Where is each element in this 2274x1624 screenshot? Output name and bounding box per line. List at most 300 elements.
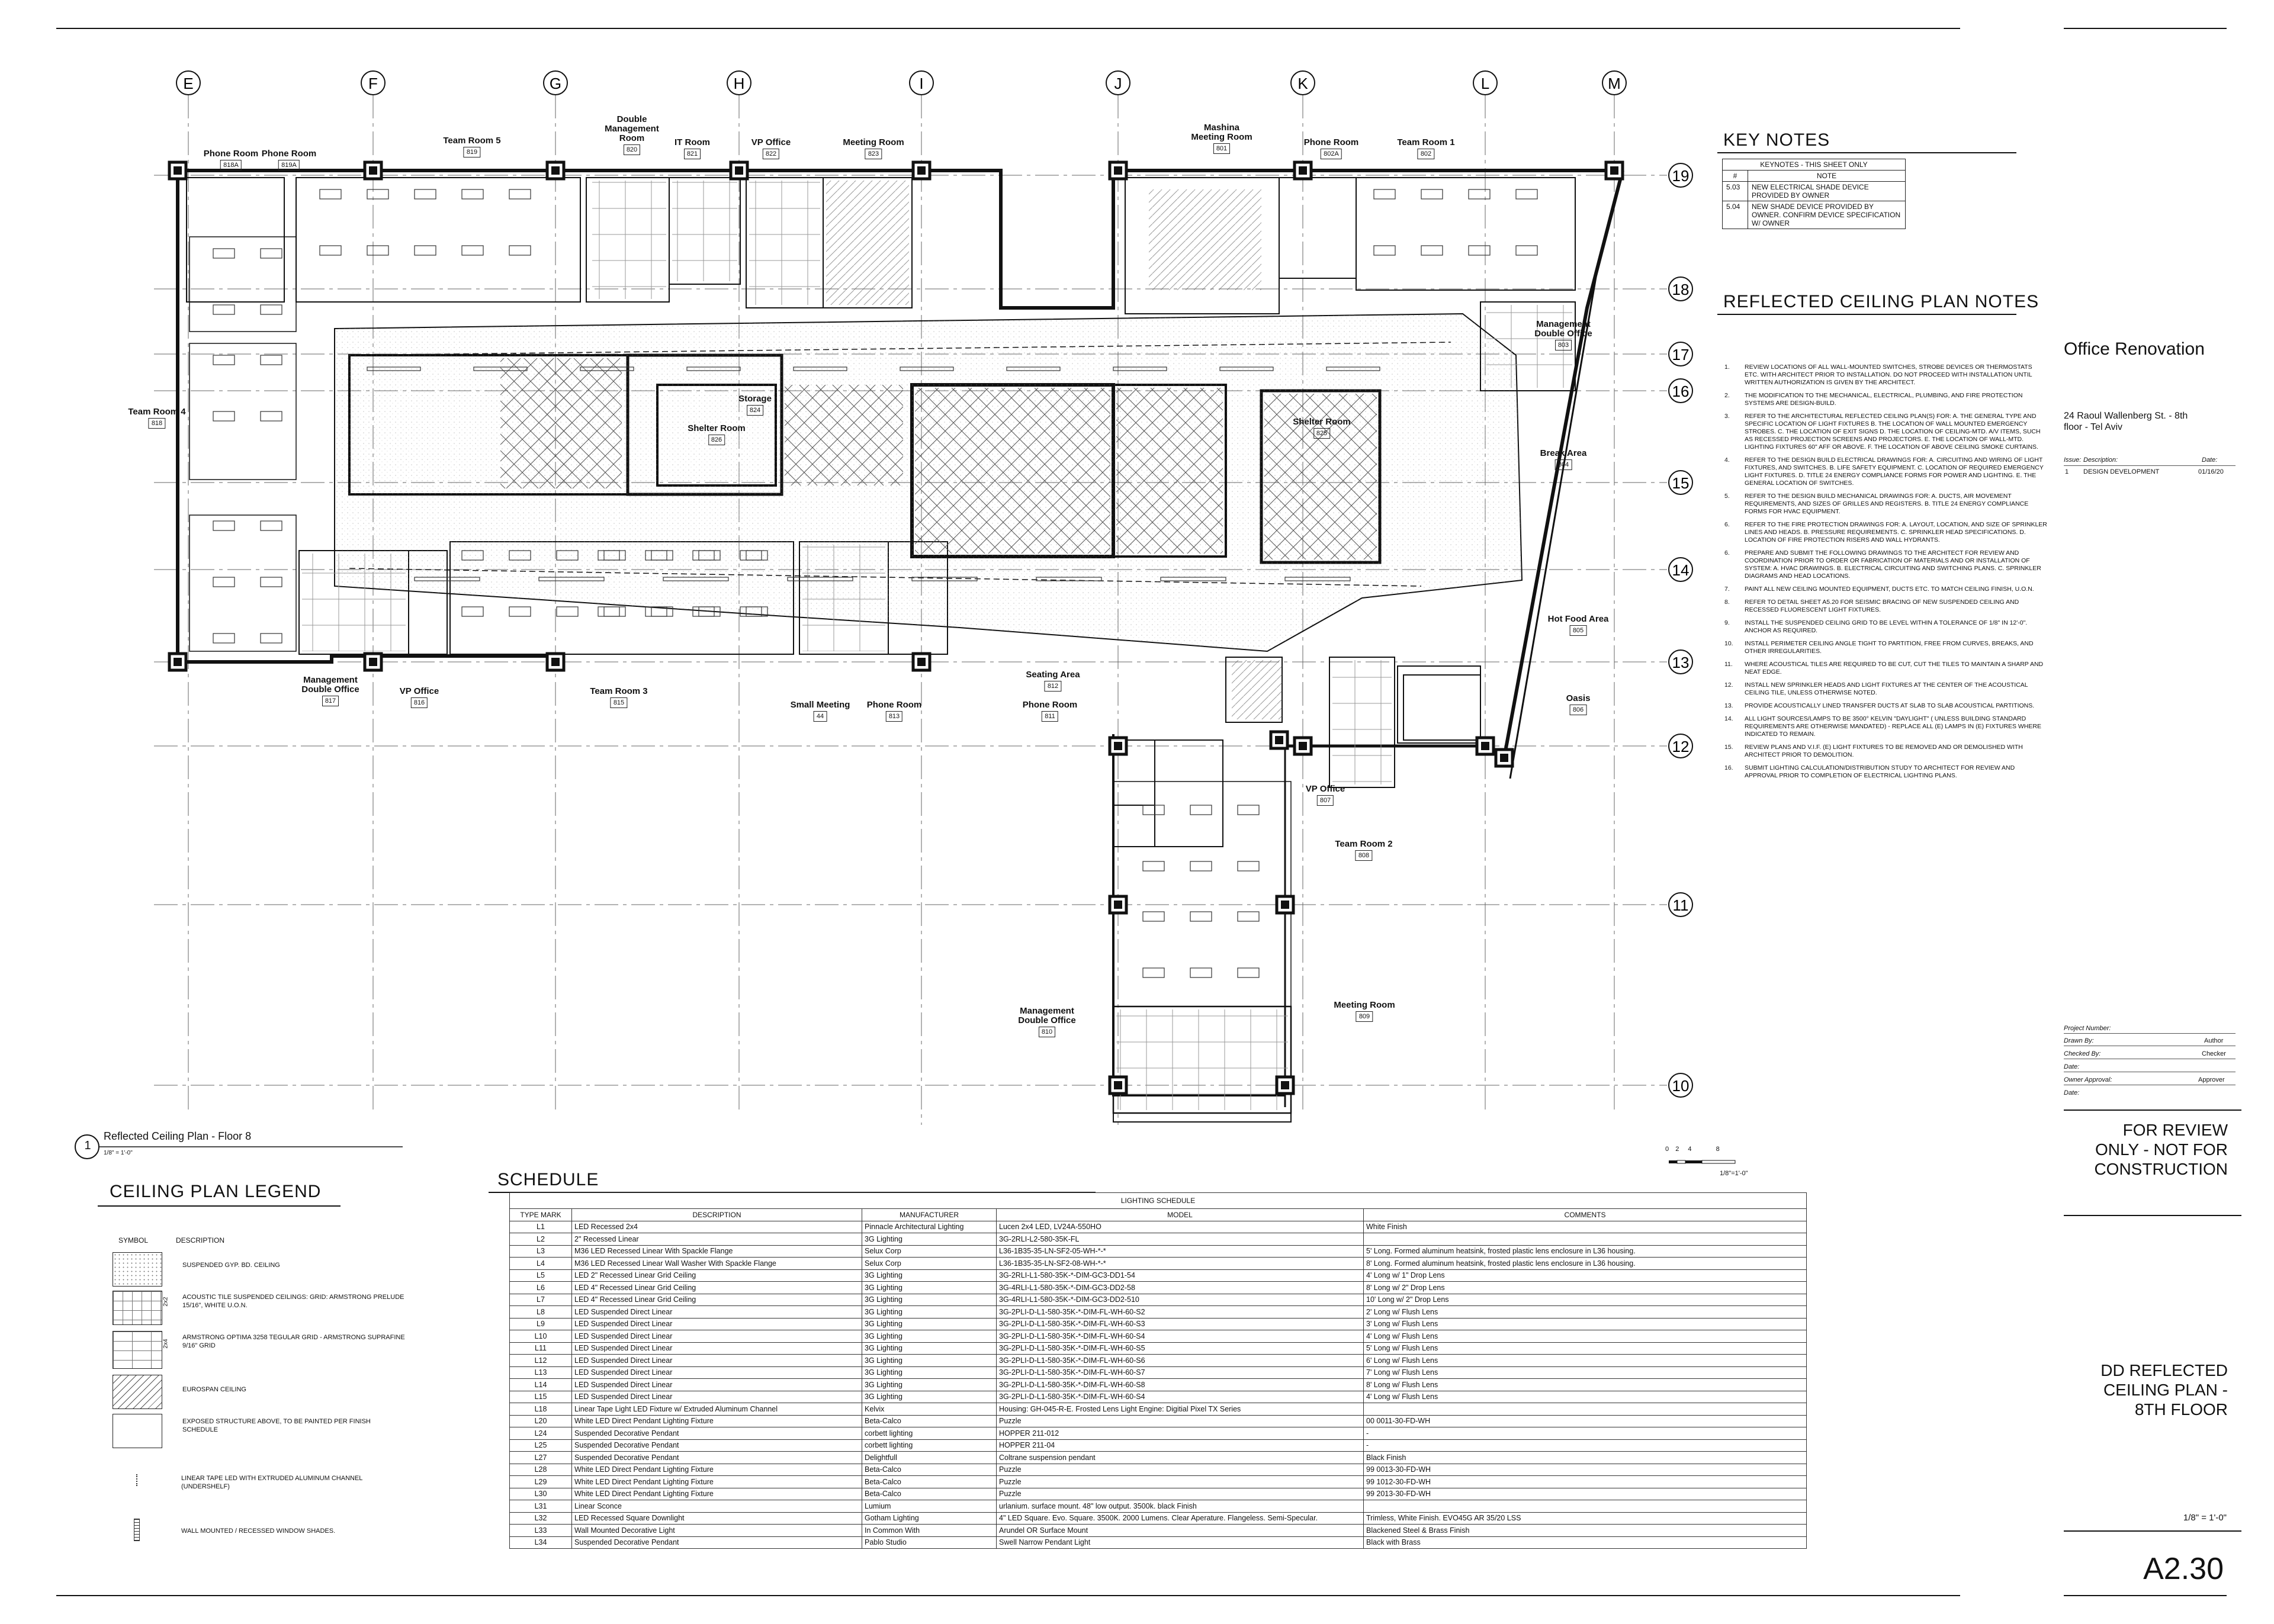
keynotes-col-num: #	[1723, 171, 1748, 182]
room-number: 802	[1418, 149, 1434, 159]
schedule-cell: 3G-2PLI-D-L1-580-35K-*-DIM-FL-WH-60-S6	[997, 1355, 1364, 1367]
light-fixture	[261, 305, 282, 314]
light-fixture	[261, 633, 282, 643]
rcp-note-number: 4.	[1724, 456, 1730, 464]
schedule-row	[510, 1525, 1807, 1537]
schedule-cell: Linear Tape Light LED Fixture w/ Extruded Aluminum Channel	[572, 1403, 862, 1416]
structural-column-core	[1281, 901, 1289, 909]
schedule-cell: 3' Long w/ Flush Lens	[1364, 1318, 1807, 1330]
schedule-cell: 3G Lighting	[862, 1379, 997, 1391]
schedule-cell: 4' Long w/ Flush Lens	[1364, 1330, 1807, 1343]
room-name: Break Area	[1540, 448, 1587, 458]
schedule-row	[510, 1342, 1807, 1355]
legend-heading: CEILING PLAN LEGEND	[110, 1182, 322, 1201]
rcp-note-text: REFER TO THE FIRE PROTECTION DRAWINGS FOR: A. LAYOUT, LOCATION, AND SIZE OF SPRINKLER LINES AND HEADS. B. PRESSURE REQUIREMENTS. C. SPRINKLER HEAD SPECIFICATIONS. D. LOCATION OF FIRE PROTECTION RISERS AND WALL HYDRANTS.	[1745, 521, 2047, 544]
schedule-row	[510, 1500, 1807, 1513]
room-number: 804	[1555, 459, 1572, 470]
schedule-row	[510, 1464, 1807, 1476]
issue-number: 1	[2065, 468, 2069, 475]
rcp-note-number: 7.	[1724, 586, 1730, 593]
scale-bar-label: 1/8"=1'-0"	[1720, 1170, 1748, 1177]
schedule-row	[510, 1512, 1807, 1525]
legend-dim-2x4: 2x4	[162, 1339, 169, 1349]
structural-column-core	[174, 658, 182, 666]
schedule-cell: M36 LED Recessed Linear With Spackle Flange	[572, 1245, 862, 1258]
room-label	[843, 138, 904, 159]
light-fixture	[1190, 805, 1212, 815]
rcp-note-number: 10.	[1724, 640, 1733, 647]
legend-text: EXPOSED STRUCTURE ABOVE, TO BE PAINTED PER FINISH SCHEDULE	[182, 1418, 371, 1433]
schedule-cell: LED 2" Recessed Linear Grid Ceiling	[572, 1269, 862, 1282]
room-name: Management Double Office	[1018, 1006, 1076, 1025]
keynote-text: NEW ELECTRICAL SHADE DEVICE PROVIDED BY OWNER	[1748, 182, 1906, 201]
schedule-row	[510, 1391, 1807, 1403]
schedule-cell: 99 0013-30-FD-WH	[1364, 1464, 1807, 1476]
rcp-note	[1724, 744, 2047, 759]
rcp-note	[1724, 640, 2047, 655]
legend-item	[113, 1291, 407, 1325]
schedule-cell: 2" Recessed Linear	[572, 1233, 862, 1246]
grid-bubble-label: E	[183, 75, 194, 92]
room-label	[1540, 449, 1587, 470]
room-label	[1026, 670, 1080, 692]
rcp-note	[1724, 521, 2047, 544]
schedule-cell: L25	[510, 1439, 572, 1452]
rcp-note	[1724, 681, 2047, 697]
schedule-cell: White LED Direct Pendant Lighting Fixture	[572, 1488, 862, 1500]
schedule-cell	[1364, 1233, 1807, 1246]
schedule-cell: 3G Lighting	[862, 1306, 997, 1319]
schedule-cell: 7' Long w/ Flush Lens	[1364, 1366, 1807, 1379]
room-name: Team Room 3	[590, 686, 648, 696]
schedule-cell: HOPPER 211-04	[997, 1439, 1364, 1452]
rcp-note-number: 3.	[1724, 413, 1730, 420]
schedule-row	[510, 1318, 1807, 1330]
room-label	[443, 136, 500, 157]
schedule-cell: L5	[510, 1269, 572, 1282]
light-fixture	[1374, 189, 1395, 199]
room-label	[1397, 138, 1454, 159]
light-fixture	[598, 607, 619, 616]
schedule-cell: 3G Lighting	[862, 1391, 997, 1403]
light-fixture	[1238, 912, 1259, 921]
schedule-cell: L13	[510, 1366, 572, 1379]
room-number: 807	[1317, 795, 1334, 806]
light-fixture	[367, 246, 388, 255]
schedule-cell: Suspended Decorative Pendant	[572, 1439, 862, 1452]
keynote-row	[1723, 201, 1906, 229]
schedule-row	[510, 1427, 1807, 1440]
grid-bubble-label: 10	[1672, 1077, 1690, 1095]
light-fixture	[1516, 189, 1537, 199]
room-number: 816	[411, 697, 428, 708]
schedule-cell	[1364, 1403, 1807, 1416]
room-label	[1023, 700, 1078, 722]
rcp-note-number: 11.	[1724, 661, 1733, 668]
schedule-cell: L31	[510, 1500, 572, 1513]
room-number: 810	[1039, 1027, 1055, 1037]
schedule-cell: LED Suspended Direct Linear	[572, 1355, 862, 1367]
light-fixture	[1238, 861, 1259, 871]
schedule-cell: 3G-2PLI-D-L1-580-35K-*-DIM-FL-WH-60-S4	[997, 1330, 1364, 1343]
plan-title: Reflected Ceiling Plan - Floor 8	[104, 1130, 252, 1142]
schedule-cell: Puzzle	[997, 1415, 1364, 1427]
drawn-by-label: Drawn By:	[2064, 1037, 2094, 1044]
schedule-cell: Black with Brass	[1364, 1536, 1807, 1549]
project-number-label: Project Number:	[2064, 1025, 2111, 1032]
room-number: 803	[1555, 340, 1572, 350]
room-number: 819A	[278, 160, 300, 171]
light-fixture	[462, 189, 483, 199]
scale-tick: 8	[1716, 1146, 1720, 1153]
schedule-cell: LED Suspended Direct Linear	[572, 1306, 862, 1319]
schedule-cell: 3G Lighting	[862, 1366, 997, 1379]
room-label	[791, 700, 850, 722]
schedule-row	[510, 1221, 1807, 1233]
light-fixture	[1421, 246, 1443, 255]
schedule-cell: LED Recessed Square Downlight	[572, 1512, 862, 1525]
structural-column-core	[1114, 1081, 1122, 1089]
schedule-heading: SCHEDULE	[497, 1170, 599, 1189]
light-fixture	[415, 246, 436, 255]
legend-item	[113, 1519, 406, 1540]
grid-bubble-label: 13	[1672, 654, 1690, 671]
scale-tick: 0	[1665, 1146, 1669, 1153]
grid-bubble-label: 17	[1672, 346, 1690, 364]
schedule-cell: Selux Corp	[862, 1258, 997, 1270]
legend-symbol-gyp	[113, 1252, 162, 1287]
schedule-row	[510, 1355, 1807, 1367]
schedule-cell: L34	[510, 1536, 572, 1549]
schedule-cell: LED Suspended Direct Linear	[572, 1379, 862, 1391]
room-name: Hot Food Area	[1547, 614, 1609, 624]
room-name: Seating Area	[1026, 670, 1080, 680]
schedule-cell: 3G Lighting	[862, 1233, 997, 1246]
schedule-cell: 10' Long w/ 2" Drop Lens	[1364, 1294, 1807, 1306]
legend-col-description: DESCRIPTION	[176, 1236, 225, 1244]
legend-symbol-exposed	[113, 1414, 162, 1448]
room-number: 824	[747, 405, 763, 416]
schedule-cell: L32	[510, 1512, 572, 1525]
room-number: 809	[1356, 1011, 1373, 1022]
structural-column-core	[1281, 1081, 1289, 1089]
schedule-cell: L11	[510, 1342, 572, 1355]
schedule-cell: corbett lighting	[862, 1427, 997, 1440]
schedule-cell: Trimless, White Finish. EVO45G AR 35/20 LSS	[1364, 1512, 1807, 1525]
schedule-cell: HOPPER 211-012	[997, 1427, 1364, 1440]
room-number: 808	[1356, 850, 1372, 861]
room-name: Mashina Meeting Room	[1191, 123, 1252, 142]
room-name: Double Management Room	[605, 114, 659, 143]
schedule-cell: Pablo Studio	[862, 1536, 997, 1549]
schedule-cell: LED Suspended Direct Linear	[572, 1342, 862, 1355]
schedule-cell: 8' Long. Formed aluminum heatsink, frosted plastic lens enclosure in L36 housing.	[1364, 1258, 1807, 1270]
grid-bubble-label: G	[549, 75, 562, 92]
keynotes-table-title: KEYNOTES - THIS SHEET ONLY	[1723, 159, 1906, 171]
rcp-note-text: PAINT ALL NEW CEILING MOUNTED EQUIPMENT, DUCTS ETC. TO MATCH CEILING FINISH, U.O.N.	[1745, 586, 2034, 593]
sheet-number: A2.30	[2143, 1552, 2224, 1586]
legend-col-symbol: SYMBOL	[118, 1236, 149, 1244]
schedule-cell: L6	[510, 1282, 572, 1294]
room-name: VP Office	[399, 686, 439, 696]
room-name: Phone Room	[203, 149, 259, 159]
room-label	[675, 138, 710, 159]
room-label	[262, 149, 317, 171]
structural-column-core	[369, 166, 377, 175]
room-name: Team Room 1	[1397, 137, 1455, 147]
room-label	[1011, 1006, 1083, 1037]
schedule-cell: corbett lighting	[862, 1439, 997, 1452]
schedule-cell: urlanium. surface mount. 48" low output. 3500k. black Finish	[997, 1500, 1364, 1513]
room-label	[1186, 123, 1257, 154]
grid-bubble-label: 18	[1672, 281, 1690, 298]
schedule-cell: 3G Lighting	[862, 1269, 997, 1282]
room-label	[1334, 1001, 1395, 1022]
schedule-cell: L2	[510, 1233, 572, 1246]
room-name: Oasis	[1566, 693, 1591, 703]
light-fixture	[1238, 805, 1259, 815]
schedule-cell: White Finish	[1364, 1221, 1807, 1233]
schedule-cell: Puzzle	[997, 1476, 1364, 1488]
schedule-cell: 3G-2PLI-D-L1-580-35K-*-DIM-FL-WH-60-S7	[997, 1366, 1364, 1379]
schedule-cell: 3G-2PLI-D-L1-580-35K-*-DIM-FL-WH-60-S5	[997, 1342, 1364, 1355]
rcp-note-number: 1.	[1724, 364, 1730, 371]
rcp-note-number: 16.	[1724, 764, 1733, 771]
room-name: Meeting Room	[843, 137, 904, 147]
rcp-note-number: 8.	[1724, 599, 1730, 606]
schedule-cell: LED Suspended Direct Linear	[572, 1318, 862, 1330]
light-fixture	[1469, 189, 1490, 199]
schedule-row	[510, 1488, 1807, 1500]
legend-symbol-eurospan	[113, 1375, 162, 1409]
legend-item	[113, 1414, 407, 1448]
grid-bubble-label: 15	[1672, 474, 1690, 492]
room-name: Phone Room	[1303, 137, 1359, 147]
room-name: VP Office	[1305, 784, 1345, 794]
room-name: Phone Room	[1022, 700, 1078, 710]
room-number: 802A	[1321, 149, 1342, 159]
schedule-row	[510, 1415, 1807, 1427]
schedule-cell: L36-1B35-35-LN-SF2-05-WH-*-*	[997, 1245, 1364, 1258]
schedule-cell: L18	[510, 1403, 572, 1416]
scale-bar-graphic	[1669, 1160, 1735, 1163]
schedule-col-type-mark: TYPE MARK	[510, 1209, 572, 1221]
room-number: 822	[763, 149, 779, 159]
schedule-cell: 3G-2RLI-L1-580-35K-*-DIM-GC3-DD1-54	[997, 1269, 1364, 1282]
room-name: Team Room 5	[443, 136, 501, 146]
schedule-cell: L14	[510, 1379, 572, 1391]
light-fixture	[1469, 246, 1490, 255]
light-fixture	[1421, 189, 1443, 199]
schedule-cell: 99 2013-30-FD-WH	[1364, 1488, 1807, 1500]
light-fixture	[213, 355, 235, 365]
rcp-note	[1724, 493, 2047, 516]
light-fixture	[604, 607, 625, 616]
schedule-cell: L12	[510, 1355, 572, 1367]
schedule-col-description: DESCRIPTION	[572, 1209, 862, 1221]
keynote-text: NEW SHADE DEVICE PROVIDED BY OWNER. CONFIRM DEVICE SPECIFICATION W/ OWNER	[1748, 201, 1906, 229]
schedule-cell: Beta-Calco	[862, 1464, 997, 1476]
keynotes-col-note: NOTE	[1748, 171, 1906, 182]
schedule-cell: White LED Direct Pendant Lighting Fixture	[572, 1464, 862, 1476]
rcp-note	[1724, 715, 2047, 738]
schedule-row	[510, 1366, 1807, 1379]
rcp-note-text: PROVIDE ACOUSTICALLY LINED TRANSFER DUCTS AT SLAB TO SLAB ACOUSTICAL PARTITIONS.	[1745, 702, 2035, 709]
room-number: 801	[1213, 143, 1230, 154]
rcp-note-number: 13.	[1724, 702, 1733, 709]
grid-bubble-label: K	[1297, 75, 1308, 92]
schedule-cell: Beta-Calco	[862, 1476, 997, 1488]
light-fixture	[462, 246, 483, 255]
light-fixture	[1190, 912, 1212, 921]
schedule-row	[510, 1536, 1807, 1549]
light-fixture	[213, 633, 235, 643]
room-name: Phone Room	[866, 700, 922, 710]
schedule-cell: 3G Lighting	[862, 1294, 997, 1306]
schedule-cell: -	[1364, 1427, 1807, 1440]
issue-label: Issue:	[2064, 456, 2082, 464]
structural-column-core	[1114, 901, 1122, 909]
schedule-cell: 5' Long. Formed aluminum heatsink, frosted plastic lens enclosure in L36 housing.	[1364, 1245, 1807, 1258]
room-name: Team Room 2	[1335, 839, 1393, 849]
structural-column-core	[551, 658, 560, 666]
schedule-cell	[1364, 1500, 1807, 1513]
schedule-cell: 99 1012-30-FD-WH	[1364, 1476, 1807, 1488]
schedule-row	[510, 1294, 1807, 1306]
scale-bar-ticks	[1665, 1146, 1742, 1153]
schedule-cell: LED 4" Recessed Linear Grid Ceiling	[572, 1294, 862, 1306]
light-fixture	[213, 305, 235, 314]
legend-symbol-tape-led	[113, 1474, 161, 1486]
room-name: Storage	[738, 394, 772, 404]
light-fixture	[1374, 246, 1395, 255]
schedule-cell: L33	[510, 1525, 572, 1537]
structural-column-core	[1275, 736, 1283, 744]
light-fixture	[261, 249, 282, 258]
room-number: 818A	[220, 160, 242, 171]
room-name: Phone Room	[261, 149, 317, 159]
rcp-note	[1724, 619, 2047, 635]
issue-date: 01/16/20	[2198, 468, 2224, 475]
schedule-cell: 3G Lighting	[862, 1282, 997, 1294]
room-number: 818	[149, 418, 165, 429]
schedule-cell: L3	[510, 1245, 572, 1258]
schedule-cell: LED Recessed 2x4	[572, 1221, 862, 1233]
structural-column-core	[1114, 166, 1122, 175]
grid-bubble-label: M	[1608, 75, 1621, 92]
room-name: Shelter Room	[688, 423, 746, 433]
date-label: Date:	[2202, 456, 2218, 464]
schedule-row	[510, 1476, 1807, 1488]
schedule-cell: Puzzle	[997, 1488, 1364, 1500]
schedule-cell: 4' Long w/ 1" Drop Lens	[1364, 1269, 1807, 1282]
legend-symbol-acoustic-tile	[113, 1291, 162, 1325]
light-fixture	[1190, 861, 1212, 871]
schedule-cell: L30	[510, 1488, 572, 1500]
rcp-note	[1724, 364, 2047, 387]
schedule-cell: Gotham Lighting	[862, 1512, 997, 1525]
light-fixture	[1143, 861, 1164, 871]
lighting-schedule-table	[509, 1192, 1807, 1549]
legend-item	[113, 1331, 407, 1369]
schedule-row	[510, 1258, 1807, 1270]
keynote-num: 5.04	[1723, 201, 1748, 229]
grid-bubble-label: 12	[1672, 738, 1690, 755]
rcp-notes-heading: REFLECTED CEILING PLAN NOTES	[1723, 292, 2039, 311]
schedule-cell: Wall Mounted Decorative Light	[572, 1525, 862, 1537]
keynotes-table	[1722, 159, 1906, 229]
room-label	[590, 687, 647, 708]
structural-column-core	[1481, 742, 1489, 750]
schedule-cell: White LED Direct Pendant Lighting Fixture	[572, 1415, 862, 1427]
schedule-cell: White LED Direct Pendant Lighting Fixture	[572, 1476, 862, 1488]
light-fixture	[1143, 968, 1164, 977]
schedule-cell: L8	[510, 1306, 572, 1319]
checked-by: Checker	[2202, 1050, 2226, 1057]
schedule-cell: -	[1364, 1439, 1807, 1452]
room-number: 805	[1570, 625, 1586, 636]
room-name: Management Double Office	[1534, 319, 1592, 339]
sheet-title: DD REFLECTED CEILING PLAN - 8TH FLOOR	[2100, 1361, 2228, 1419]
rcp-note-text: INSTALL PERIMETER CEILING ANGLE TIGHT TO PARTITION, FREE FROM CURVES, BREAKS, AND OTHER IRREGULARITIES.	[1745, 640, 2034, 655]
review-stamp: FOR REVIEW ONLY - NOT FOR CONSTRUCTION	[2094, 1121, 2228, 1178]
schedule-row	[510, 1379, 1807, 1391]
room-name: IT Room	[675, 137, 710, 147]
schedule-cell: In Common With	[862, 1525, 997, 1537]
room-label	[688, 424, 746, 445]
legend-item	[113, 1252, 407, 1287]
room-label	[751, 138, 791, 159]
room-number: 806	[1570, 705, 1586, 715]
light-fixture	[213, 521, 235, 530]
checked-by-label: Checked By:	[2064, 1050, 2101, 1057]
rcp-note-text: REFER TO THE DESIGN BUILD ELECTRICAL DRAWINGS FOR: A. CIRCUITING AND WIRING OF LIGHT FIXTURES, AND SWITCHES. B. LIFE SAFETY EQUIPMENT. C. LOCATION OF REQUIRED EMERGENCY LIGHT FIXTURES. D. TITLE 24 ENERGY COMPLIANCE FORMS FOR POWER AND LIGHTING. E. THE GENERAL LOCATION OF SWITCHES.	[1745, 456, 2044, 487]
schedule-row	[510, 1282, 1807, 1294]
light-fixture	[1516, 246, 1537, 255]
light-fixture	[213, 411, 235, 421]
ceiling-fills	[302, 181, 1572, 1110]
schedule-cell: 3G-2PLI-D-L1-580-35K-*-DIM-FL-WH-60-S8	[997, 1379, 1364, 1391]
rcp-note	[1724, 456, 2047, 487]
legend-text: ARMSTRONG OPTIMA 3258 TEGULAR GRID - ARMSTRONG SUPRAFINE 9/16" GRID	[182, 1334, 405, 1349]
grid-bubble-label: F	[368, 75, 378, 92]
light-fixture	[509, 246, 531, 255]
schedule-cell: Beta-Calco	[862, 1488, 997, 1500]
schedule-cell: 4" LED Square. Evo. Square. 3500K. 2000 Lumens. Clear Aperature. Flangeless. Semi-Specular.	[997, 1512, 1364, 1525]
room-name: Management Double Office	[301, 675, 359, 694]
light-fixture	[1238, 968, 1259, 977]
legend-text: ACOUSTIC TILE SUSPENDED CEILINGS: GRID: ARMSTRONG PRELUDE 15/16", WHITE U.O.N.	[182, 1294, 404, 1309]
schedule-cell: 3G-2PLI-D-L1-580-35K-*-DIM-FL-WH-60-S3	[997, 1318, 1364, 1330]
room-number: 811	[1042, 711, 1058, 722]
room-number: 815	[611, 697, 627, 708]
date-label-3: Date:	[2064, 1089, 2080, 1096]
structural-column-core	[1500, 754, 1508, 762]
schedule-cell: L9	[510, 1318, 572, 1330]
schedule-cell: Pinnacle Architectural Lighting	[862, 1221, 997, 1233]
legend-text: EUROSPAN CEILING	[182, 1386, 246, 1393]
light-fixture	[261, 521, 282, 530]
room-label	[1528, 320, 1599, 350]
schedule-cell: LED Suspended Direct Linear	[572, 1330, 862, 1343]
project-address: 24 Raoul Wallenberg St. - 8th floor - Tel Aviv	[2064, 411, 2188, 432]
light-fixture	[367, 189, 388, 199]
schedule-cell: Blackened Steel & Brass Finish	[1364, 1525, 1807, 1537]
rcp-note-number: 9.	[1724, 619, 1730, 626]
schedule-cell: Arundel OR Surface Mount	[997, 1525, 1364, 1537]
light-fixture	[462, 607, 483, 616]
rcp-note-number: 2.	[1724, 392, 1730, 399]
